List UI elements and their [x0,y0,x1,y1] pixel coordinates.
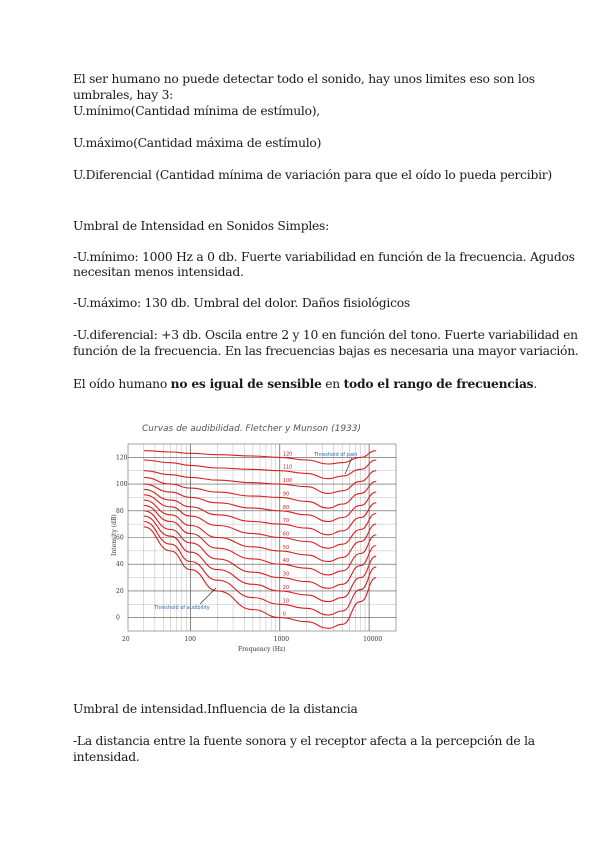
diferencial-line: U.Diferencial (Cantidad mínima de variación para que el oído lo pueda percibir) [73,168,552,182]
chart-y-tick-label: 20 [116,587,124,595]
phon-label: 10 [282,598,290,605]
bold-sentence-part-1: El oído humano [73,377,171,391]
phon-label: 50 [282,544,290,551]
distance-heading: Umbral de intensidad.Influencia de la distancia [73,702,358,716]
bold-sentence-part-4: todo el rango de frecuencias [343,376,534,391]
chart-y-tick-label: 100 [116,481,128,489]
intro-line-1: El ser humano no puede detectar todo el sonido, hay unos limites eso son los [73,72,535,86]
chart-title: Curvas de audibilidad. Fletcher y Munson (1933) [142,424,362,434]
simples-dif-line-2: función de la frecuencia. En las frecuencias bajas es necesaria una mayor variación. [73,344,579,358]
maximo-line: U.máximo(Cantidad máxima de estímulo) [73,136,322,150]
chart-y-tick-label: 120 [116,454,128,462]
chart-x-tick-label: 100 [184,636,196,643]
threshold-of-pain-label: Threshold of pain [314,452,358,458]
distance-line-1: -La distancia entre la fuente sonora y el receptor afecta a la percepción de la [73,734,535,748]
phon-label: 80 [282,504,290,511]
chart-y-tick-label: 0 [116,614,120,622]
audibility-chart [108,416,408,660]
chart-x-tick-label: 10000 [363,636,383,643]
intro-line-2: umbrales, hay 3: [73,88,174,102]
simples-min-line-2: necesitan menos intensidad. [73,265,244,279]
simples-min-line-1: -U.mínimo: 1000 Hz a 0 db. Fuerte variabilidad en función de la frecuencia. Agudos [73,250,575,264]
chart-x-tick-label: 20 [122,636,130,643]
chart-x-tick-label: 1000 [273,636,290,643]
phon-label: 20 [282,584,290,591]
bold-sentence-part-5: . [533,377,538,391]
phon-label: 0 [282,611,286,618]
phon-label: 90 [282,491,290,498]
chart-y-tick-label: 40 [116,561,124,569]
bold-sentence [73,375,538,393]
phon-label: 70 [282,518,290,525]
simples-dif-line-1: -U.diferencial: +3 db. Oscila entre 2 y 10 en función del tono. Fuerte variabilidad en [73,328,578,342]
chart-y-tick-label: 80 [116,507,124,515]
phon-label: 60 [282,531,290,538]
distance-line-2: intensidad. [73,750,140,764]
chart-x-label: Frequency (Hz) [238,646,286,653]
intro-line-3: U.mínimo(Cantidad mínima de estímulo), [73,104,320,118]
chart-y-tick-label: 60 [116,534,124,542]
phon-label: 110 [282,464,293,471]
bold-sentence-part-3: en [321,377,344,391]
phon-label: 30 [282,571,290,578]
audibility-chart-svg [108,416,408,660]
simples-max-line: -U.máximo: 130 db. Umbral del dolor. Daños fisiológicos [73,296,410,310]
chart-grid [128,444,396,631]
threshold-of-audibility-label: Threshold of audibility [154,605,210,611]
phon-label: 40 [282,558,290,565]
bold-sentence-part-2: no es igual de sensible [170,376,322,391]
simples-heading: Umbral de Intensidad en Sonidos Simples: [73,219,329,233]
chart-y-label: Intensity (dB) [111,514,118,556]
phon-label: 120 [282,451,293,458]
phon-label: 100 [282,478,293,485]
chart-x-ticks [122,636,382,643]
